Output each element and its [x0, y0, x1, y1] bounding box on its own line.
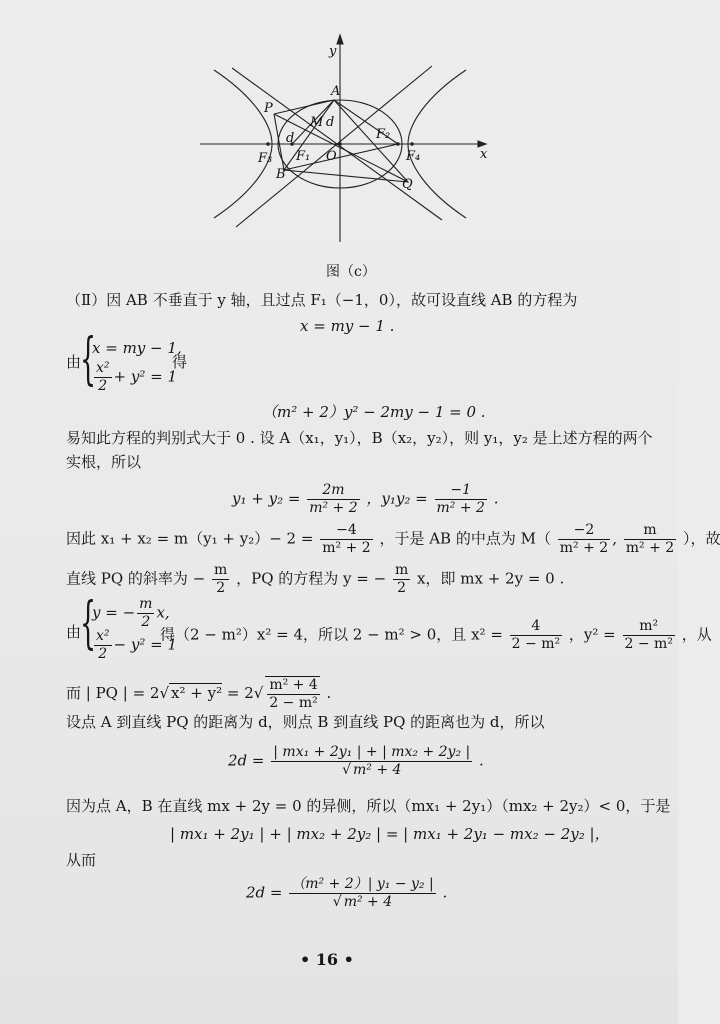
text-line-1: （Ⅱ）因 AB 不垂直于 y 轴，且过点 F₁（−1，0），故可设直线 AB 的方程为	[66, 291, 578, 309]
label-d1: d	[326, 115, 335, 130]
you-2: 由	[66, 623, 82, 641]
text-line-10: 而 | PQ | = 2√ x² + y² = 2√ $\frac{\text{m² + 4}}{\text{2 − m²}}$ .	[66, 677, 332, 711]
hyperbola-ellipse-figure	[196, 22, 496, 250]
system2-eq2: $\frac{\text{x²}}{2}$ − y² = 1	[96, 628, 177, 662]
label-y: y	[329, 44, 337, 59]
text-line-5: 实根，所以	[66, 453, 142, 471]
brace-1: {	[80, 327, 97, 392]
equation-line-6: y₁ + y₂ = $\frac{2m}{\text{m² + 2}}$ ，y₁y₂ = $\frac{-1}{\text{m² + 2}}$ .	[232, 482, 499, 516]
equation-line-16: 2d = $\frac{\text{（m² + 2）| y₁ − y₂ |}}{\text{√ m² + 4}}$ .	[246, 876, 448, 910]
label-x: x	[480, 147, 488, 162]
system1-eq1: x = my − 1,	[92, 339, 182, 357]
label-F1: F₁	[296, 149, 311, 164]
equation-line-2: x = my − 1 .	[300, 317, 395, 335]
label-P: P	[264, 101, 273, 116]
label-F2: F₂	[376, 127, 391, 142]
text-line-9: 得（2 − m²）x² = 4，所以 2 − m² > 0，且 x² = $\frac{4}{\text{2 − m²}}$ ，y² = $\frac{\text{m²}}{\text{2 − m²}}$ ，从	[160, 618, 712, 652]
text-line-8: 直线 PQ 的斜率为 − $\frac{m}{2}$ ，PQ 的方程为 y = − $\frac{m}{2}$ x，即 mx + 2y = 0 .	[66, 562, 565, 596]
label-B: B	[276, 167, 286, 182]
de-1: 得	[172, 353, 188, 371]
text-line-7: 因此 x₁ + x₂ = m（y₁ + y₂）− 2 = $\frac{-4}{\text{m² + 2}}$ ，于是 AB 的中点为 M（ $\frac{-2}{\text{m² + 2}}$ , $\frac{m}{\text{m² + 2}}$ ），故	[66, 522, 720, 556]
label-O: O	[326, 149, 337, 164]
system1-eq2: $\frac{\text{x²}}{2}$ + y² = 1	[96, 360, 177, 394]
equation-line-14: | mx₁ + 2y₁ | + | mx₂ + 2y₂ | = | mx₁ + 2y₁ − mx₂ − 2y₂ |，	[170, 825, 610, 843]
you-1: 由	[66, 353, 82, 371]
label-Q: Q	[402, 177, 413, 192]
text-line-15: 从而	[66, 851, 97, 869]
label-F4: F₄	[406, 149, 421, 164]
brace-2: {	[80, 591, 97, 656]
label-A: A	[331, 84, 341, 99]
page-number: • 16 •	[300, 950, 354, 969]
equation-line-3: （m² + 2）y² − 2my − 1 = 0 .	[262, 403, 486, 421]
system2-eq1: y = − $\frac{m}{2}$ x,	[92, 596, 170, 630]
figure-caption: 图（c）	[326, 264, 376, 280]
equation-line-12: 2d = $\frac{\text{| mx₁ + 2y₁ | + | mx₂ + 2y₂ |}}{\text{√ m² + 4}}$ .	[228, 744, 484, 778]
text-line-11: 设点 A 到直线 PQ 的距离为 d，则点 B 到直线 PQ 的距离也为 d，所以	[66, 713, 545, 731]
label-M: M	[310, 115, 324, 130]
text-line-13: 因为点 A，B 在直线 mx + 2y = 0 的异侧，所以（mx₁ + 2y₁）（mx₂ + 2y₂）< 0，于是	[66, 797, 671, 815]
label-F3: F₃	[258, 151, 273, 166]
text-line-4: 易知此方程的判别式大于 0 . 设 A（x₁，y₁），B（x₂，y₂），则 y₁，y₂ 是上述方程的两个	[66, 429, 653, 447]
label-d2: d	[286, 131, 295, 146]
